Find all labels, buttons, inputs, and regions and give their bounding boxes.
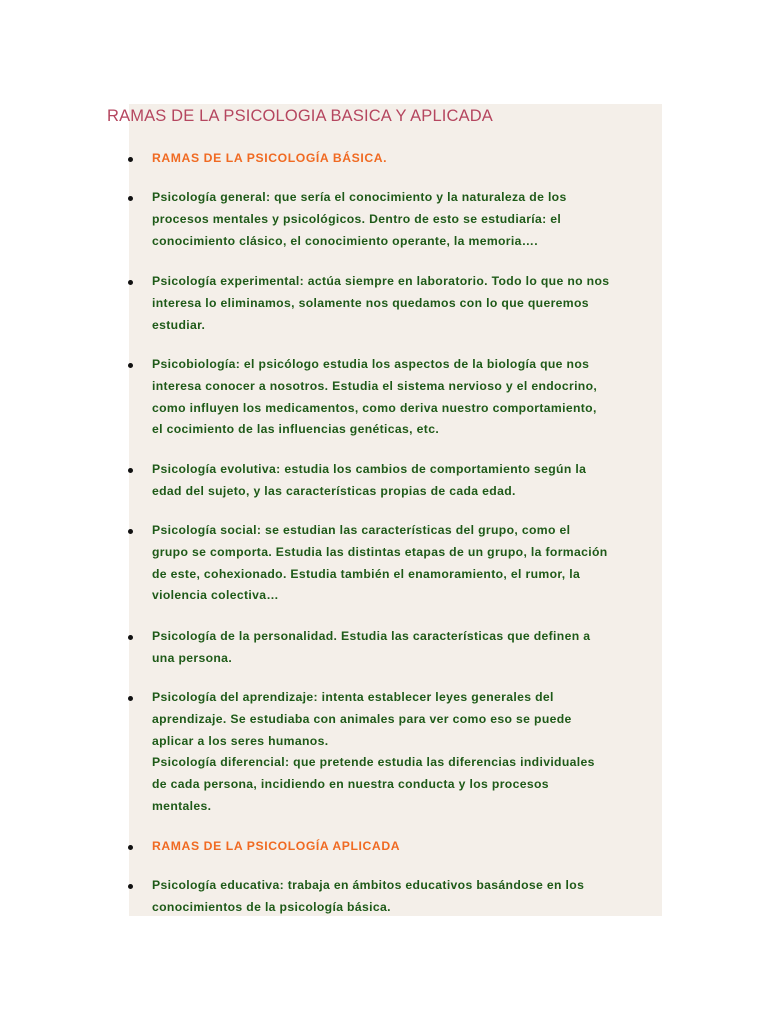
bullet-icon [128,635,133,640]
list-item-line: el cocimiento de las influencias genéticas, etc. [152,422,440,437]
bullet-icon [128,884,133,889]
list-item-line: RAMAS DE LA PSICOLOGÍA APLICADA [152,839,401,853]
list-item-heading-applied [152,836,664,858]
list-item-line: Psicología educativa: trabaja en ámbitos educativos basándose en los [152,878,585,892]
list-item-line: Psicología del aprendizaje: intenta establecer leyes generales del [152,690,554,704]
list-item-line: de este, cohexionado. Estudia también el enamoramiento, el rumor, la [152,566,581,581]
list-item-line: grupo se comporta. Estudia las distintas etapas de un grupo, la formación [152,544,608,559]
list-item-line: aprendizaje. Se estudiaba con animales para ver como eso se puede [152,711,572,726]
list-item-line: conocimiento clásico, el conocimiento operante, la memoria…. [152,233,539,248]
list-item-line: interesa conocer a nosotros. Estudia el sistema nervioso y el endocrino, [152,378,598,393]
bullet-icon [128,157,133,162]
bullet-icon [128,845,133,850]
list-item-line: conocimientos de la psicología básica. [152,899,391,914]
list-item-line: mentales. [152,798,212,813]
bullet-icon [128,529,133,534]
bullet-icon [128,196,133,201]
list-item-educational [152,875,664,919]
list-item-line: estudiar. [152,317,206,332]
list-item-general [152,187,664,252]
list-item-learning [152,687,664,818]
bullet-icon [128,363,133,368]
list-item-line: edad del sujeto, y las características propias de cada edad. [152,483,516,498]
list-item-line: Psicología de la personalidad. Estudia las características que definen a [152,629,591,643]
bullet-icon [128,696,133,701]
list-item-personality [152,626,664,670]
list-item-line: Psicología diferencial: que pretende estudia las diferencias individuales [152,755,595,770]
list-item-line: Psicología experimental: actúa siempre en laboratorio. Todo lo que no nos [152,274,610,288]
list-item-line: de cada persona, incidiendo en nuestra conducta y los procesos [152,777,549,792]
document-title: RAMAS DE LA PSICOLOGIA BASICA Y APLICADA [107,107,493,125]
bullet-icon [128,280,133,285]
list-item-line: como influyen los medicamentos, como deriva nuestro comportamiento, [152,400,597,415]
list-item-line: aplicar a los seres humanos. [152,733,329,748]
list-item-line: una persona. [152,650,233,665]
list-item-experimental [152,271,664,336]
list-item-social [152,520,664,607]
list-item-psychobiology [152,354,664,441]
list-item-line: interesa lo eliminamos, solamente nos quedamos con lo que queremos [152,295,589,310]
list-item-line: Psicobiología: el psicólogo estudia los aspectos de la biología que nos [152,357,590,371]
list-item-heading-basic [152,148,664,170]
list-item-line: RAMAS DE LA PSICOLOGÍA BÁSICA. [152,151,388,165]
list-item-line: Psicología evolutiva: estudia los cambios de comportamiento según la [152,462,587,476]
list-item-line: procesos mentales y psicológicos. Dentro de esto se estudiaría: el [152,211,562,226]
list-item-evolutionary [152,459,664,503]
list-item-line: Psicología general: que sería el conocimiento y la naturaleza de los [152,190,567,204]
bullet-icon [128,468,133,473]
list-item-line: violencia colectiva… [152,588,279,603]
list-item-line: Psicología social: se estudian las características del grupo, como el [152,523,571,537]
